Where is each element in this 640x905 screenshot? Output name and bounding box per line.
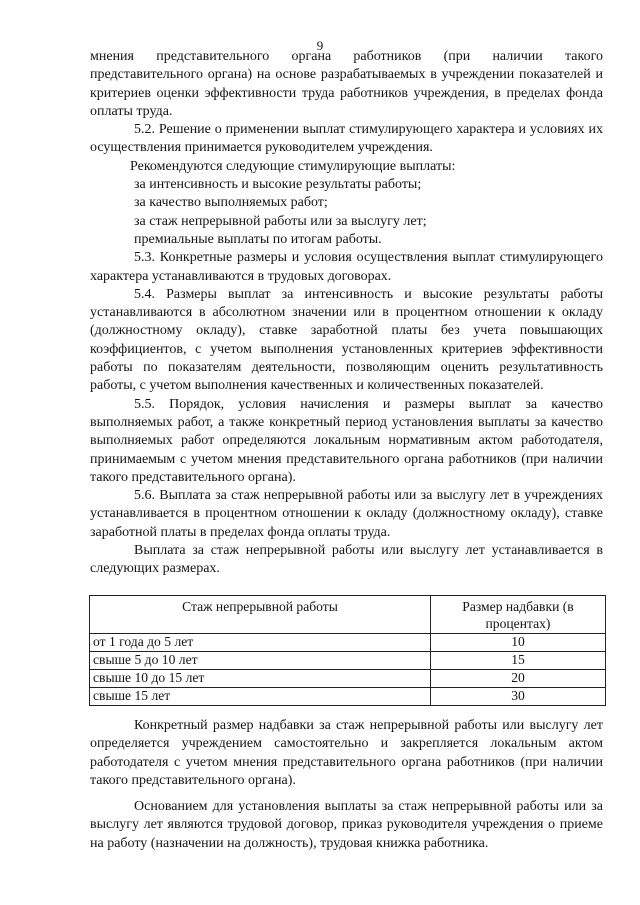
paragraph: 5.3. Конкретные размеры и условия осуществления выплат стимулирующего характера устанавливаются в трудовых договорах. xyxy=(90,250,603,284)
allowance-table xyxy=(89,595,606,706)
paragraph: Выплата за стаж непрерывной работы или выслугу лет устанавливается в следующих размерах. xyxy=(90,543,603,577)
list-item: за интенсивность и высокие результаты работы; xyxy=(134,177,422,193)
paragraph: 5.6. Выплата за стаж непрерывной работы или за выслугу лет в учреждениях устанавливается в процентном отношении к окладу (должностному окладу), ставке заработной платы в пределах фонда оплаты труда. xyxy=(90,488,603,540)
paragraph: 5.5. Порядок, условия начисления и размеры выплат за качество выполняемых работ, а также конкретный период установления выплаты за качество выполняемых работ определяются локальным нормативным актом работодателя, принимаемым с учетом мнения представительного органа работников (при наличии такого представительного органа). xyxy=(90,396,603,485)
table-row xyxy=(90,634,606,652)
body-text-top xyxy=(90,48,603,579)
table-header-allowance: Размер надбавки (в процентах) xyxy=(431,596,606,634)
table-cell-period: свыше 10 до 15 лет xyxy=(90,670,431,688)
table-cell-period: свыше 15 лет xyxy=(90,688,431,706)
table-cell-percent: 10 xyxy=(431,634,606,652)
paragraph: Конкретный размер надбавки за стаж непрерывной работы или выслугу лет определяется учреждением самостоятельно и закрепляется локальным актом работодателя с учетом мнения представительного органа работников (при наличии такого представительного органа). xyxy=(90,718,603,788)
table-cell-period: от 1 года до 5 лет xyxy=(90,634,431,652)
paragraph: 5.2. Решение о применении выплат стимулирующего характера и условиях их осуществления принимается руководителем учреждения. xyxy=(90,122,603,156)
list-item: за качество выполняемых работ; xyxy=(134,195,328,211)
table-header-experience: Стаж непрерывной работы xyxy=(90,596,431,634)
table-row xyxy=(90,688,606,706)
paragraph: мнения представительного органа работников (при наличии такого представительного органа) на основе разрабатываемых в учреждении показателей и критериев оценки эффективности труда работников учреждения, в пределах фонда оплаты труда. xyxy=(90,49,603,119)
paragraph: Основанием для установления выплаты за стаж непрерывной работы или за выслугу лет являются трудовой договор, приказ руководителя учреждения о приеме на работу (назначении на должность), трудовая книжка работника. xyxy=(90,799,603,851)
list-item: за стаж непрерывной работы или за выслугу лет; xyxy=(134,213,427,229)
list-item: Рекомендуются следующие стимулирующие выплаты: xyxy=(130,158,456,174)
paragraph: 5.4. Размеры выплат за интенсивность и высокие результаты работы устанавливаются в абсолютном значении или в процентном отношении к окладу (должностному окладу), ставке заработной платы без учета повышающих коэффициентов, с учетом выполнения установленных критериев эффективности работы по показателям деятельности, позволяющим оценить результативность работы, с учетом выполнения качественных и количественных показателей. xyxy=(90,286,603,394)
page-number: 9 xyxy=(316,38,324,53)
table-cell-percent: 30 xyxy=(431,688,606,706)
table-cell-percent: 20 xyxy=(431,670,606,688)
body-text-bottom xyxy=(90,717,603,853)
table-cell-period: свыше 5 до 10 лет xyxy=(90,652,431,670)
table-cell-percent: 15 xyxy=(431,652,606,670)
table-row xyxy=(90,670,606,688)
table-row xyxy=(90,652,606,670)
list-item: премиальные выплаты по итогам работы. xyxy=(134,231,382,247)
